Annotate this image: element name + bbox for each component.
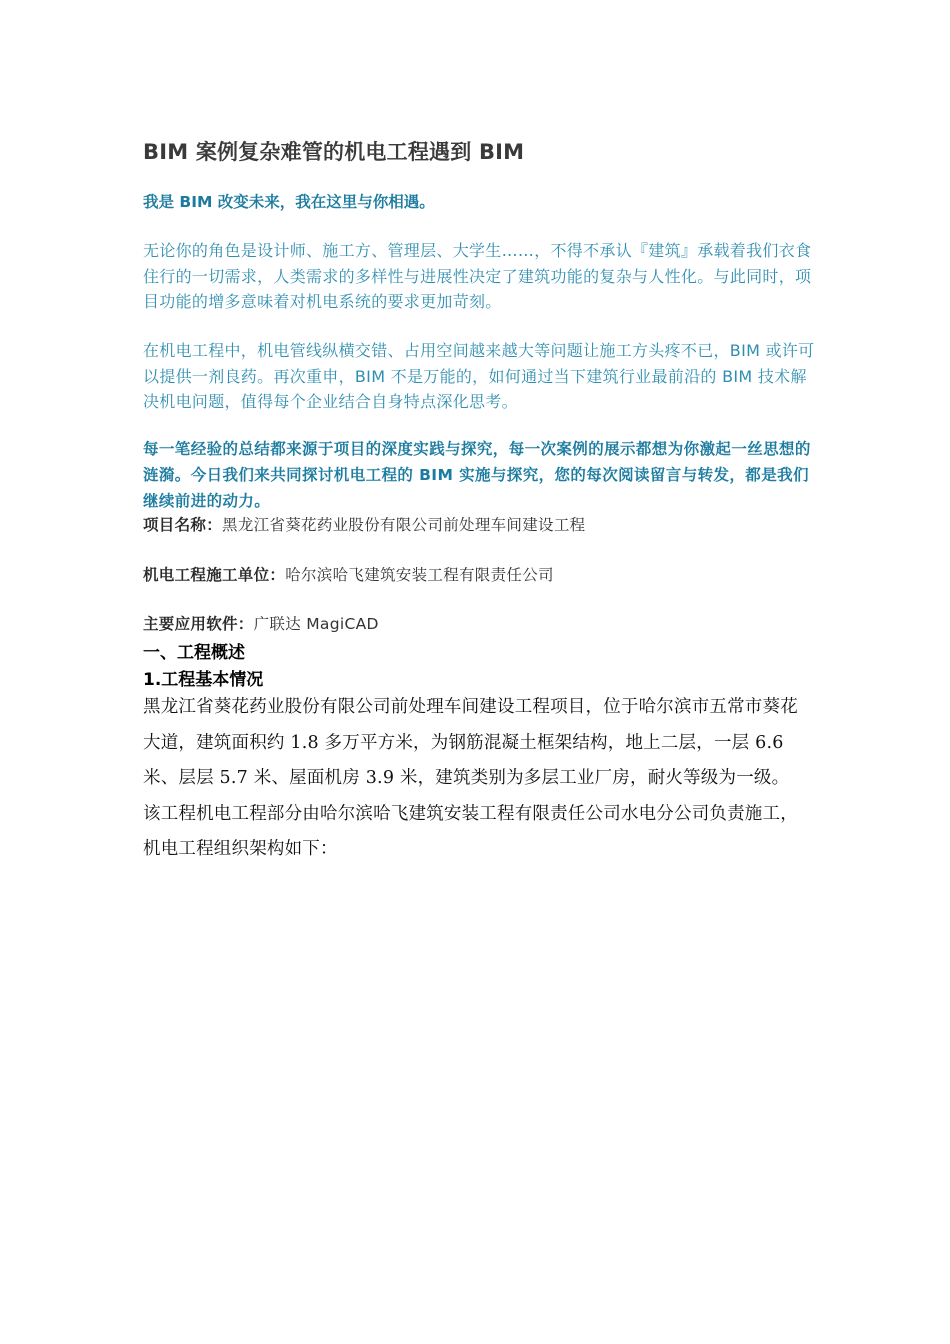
section-heading: 一、工程概述 [143,643,245,663]
subsection-heading: 1.工程基本情况 [143,670,264,690]
intro-paragraph-3: 每一笔经验的总结都来源于项目的深度实践与探究，每一次案例的展示都想为你激起一丝思想的涟漪。今日我们来共同探讨机电工程的 BIM 实施与探究，您的每次阅读留言与转发，都是我们继续前进的动力。 [143,440,811,510]
project-name-value: 黑龙江省葵花药业股份有限公司前处理车间建设工程 [222,516,586,534]
contractor-line [143,563,554,585]
project-name-line [143,513,585,535]
project-name-label: 项目名称： [143,516,223,534]
software-label: 主要应用软件： [143,615,254,633]
intro-paragraph-2: 在机电工程中，机电管线纵横交错、占用空间越来越大等问题让施工方头疼不已，BIM 或许可以提供一剂良药。再次重申，BIM 不是万能的，如何通过当下建筑行业最前沿的 BIM 技术解决机电问题，值得每个企业结合自身特点深化思考。 [143,341,815,411]
document-title: BIM 案例复杂难管的机电工程遇到 BIM [143,140,525,164]
contractor-value: 哈尔滨哈飞建筑安装工程有限责任公司 [285,566,554,584]
intro-paragraph-1: 无论你的角色是设计师、施工方、管理层、大学生……，不得不承认『建筑』承载着我们衣食住行的一切需求，人类需求的多样性与进展性决定了建筑功能的复杂与人性化。与此同时，项目功能的增多意味着对机电系统的要求更加苛刻。 [143,241,812,311]
software-line [143,612,379,634]
tagline: 我是 BIM 改变未来，我在这里与你相遇。 [143,193,435,211]
body-paragraph: 黑龙江省葵花药业股份有限公司前处理车间建设工程项目，位于哈尔滨市五常市葵花大道，建筑面积约 1.8 多万平方米，为钢筋混凝土框架结构，地上二层，一层 6.6 米、层层 5.7 米、屋面机房 3.9 米，建筑类别为多层工业厂房，耐火等级为一级。该工程机电工程部分由哈尔滨哈飞建筑安装工程有限责任公司水电分公司负责施工，机电工程组织架构如下： [143,697,798,859]
software-value: 广联达 MagiCAD [253,615,379,633]
contractor-label: 机电工程施工单位： [143,566,286,584]
